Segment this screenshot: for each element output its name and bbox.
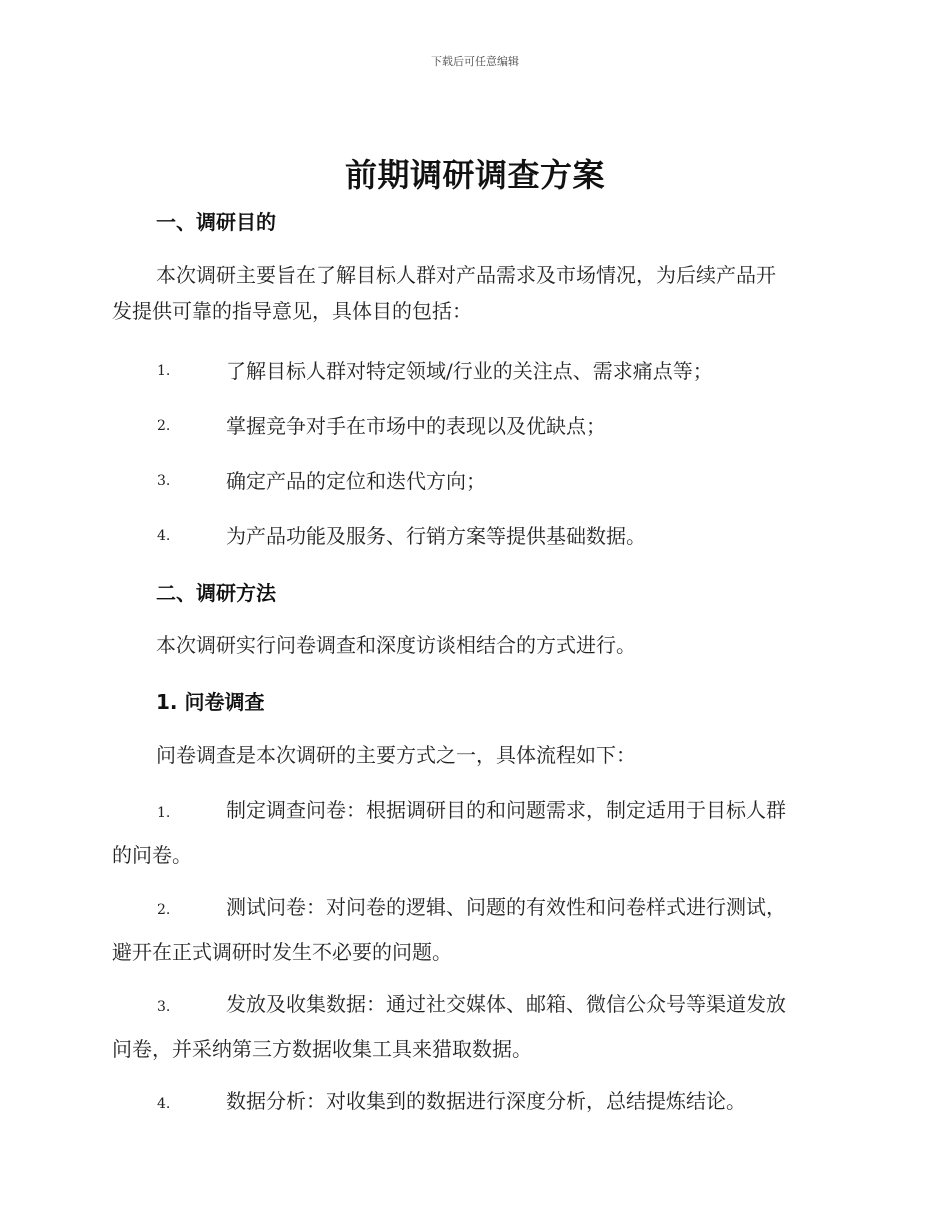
step-item — [112, 1079, 834, 1126]
step-number: 3. — [157, 999, 171, 1015]
step-text-line-1: 发放及收集数据：通过社交媒体、邮箱、微信公众号等渠道发放 — [226, 992, 786, 1016]
goal-item — [112, 459, 834, 503]
goal-number: 3. — [157, 473, 171, 489]
document-title: 前期调研调查方案 — [344, 156, 605, 194]
method-paragraph: 本次调研实行问卷调查和深度访谈相结合的方式进行。 — [156, 633, 636, 657]
step-item — [112, 788, 834, 877]
step-text-line-2: 问卷，并采纳第三方数据收集工具来猎取数据。 — [112, 1037, 532, 1061]
step-text-line-2: 的问卷。 — [112, 843, 192, 867]
step-text-line-1: 测试问卷：对问卷的逻辑、问题的有效性和问卷样式进行测试， — [226, 895, 786, 919]
step-text-line-1: 制定调查问卷：根据调研目的和问题需求，制定适用于目标人群 — [226, 798, 786, 822]
goal-item — [112, 349, 834, 393]
intro-paragraph — [112, 257, 834, 329]
goal-item — [112, 404, 834, 448]
step-number: 2. — [157, 902, 171, 918]
section-heading-methods: 二、调研方法 — [156, 581, 276, 605]
step-item — [112, 885, 834, 974]
goal-number: 1. — [157, 363, 171, 379]
step-text-line-1: 数据分析：对收集到的数据进行深度分析，总结提炼结论。 — [226, 1089, 746, 1113]
header-note: 下载后可任意编辑 — [431, 55, 519, 68]
step-number: 1. — [157, 805, 171, 821]
goal-item — [112, 514, 834, 558]
step-number: 4. — [157, 1096, 171, 1112]
goal-number: 4. — [157, 528, 171, 544]
intro-line-1: 本次调研主要旨在了解目标人群对产品需求及市场情况，为后续产品开 — [156, 263, 776, 287]
step-text-line-2: 避开在正式调研时发生不必要的问题。 — [112, 940, 452, 964]
survey-intro-paragraph: 问卷调查是本次调研的主要方式之一，具体流程如下： — [156, 743, 636, 767]
section-heading-goals: 一、调研目的 — [156, 210, 276, 234]
goal-number: 2. — [157, 418, 171, 434]
goal-text: 确定产品的定位和迭代方向； — [226, 469, 486, 493]
goal-text: 掌握竞争对手在市场中的表现以及优缺点； — [226, 414, 606, 438]
goal-text: 了解目标人群对特定领域/行业的关注点、需求痛点等； — [226, 359, 713, 383]
goal-text: 为产品功能及服务、行销方案等提供基础数据。 — [226, 524, 646, 548]
intro-line-2: 发提供可靠的指导意见，具体目的包括： — [112, 299, 472, 323]
step-item — [112, 982, 834, 1071]
subsection-heading-survey: 1. 问卷调查 — [156, 690, 265, 714]
